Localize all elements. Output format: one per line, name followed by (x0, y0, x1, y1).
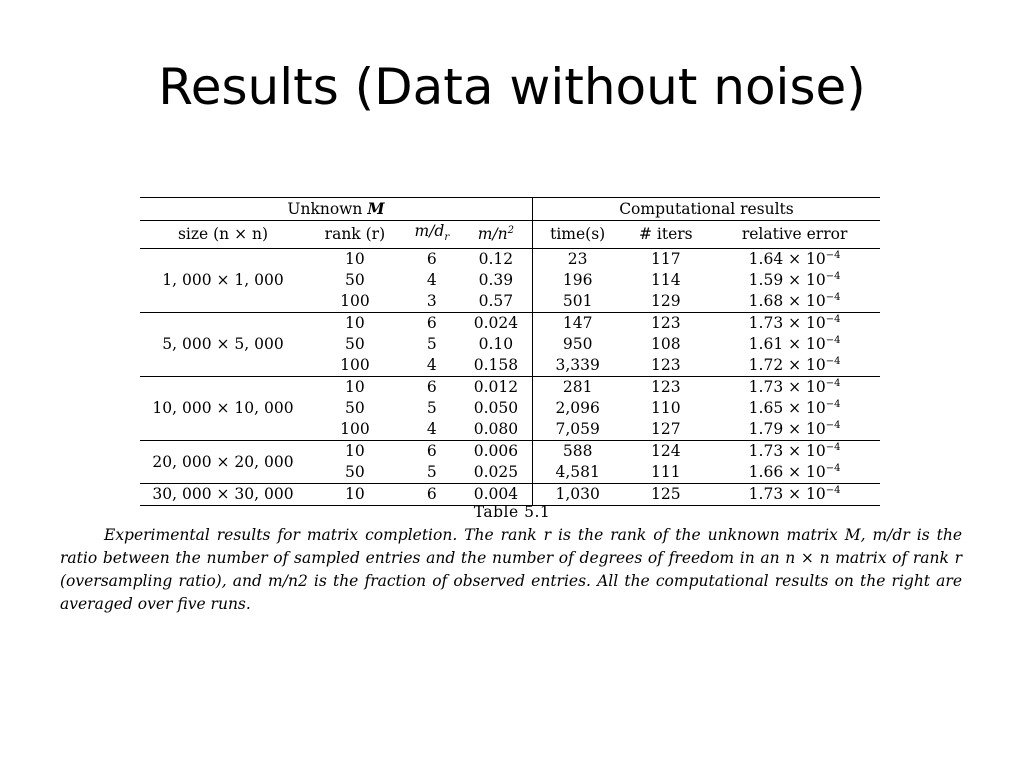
m-n2-cell: 0.024 (460, 313, 533, 335)
m-dr-cell: 6 (404, 313, 460, 335)
table-label: Table 5.1 (473, 503, 551, 521)
m-dr-cell: 5 (426, 463, 437, 482)
iters-cell: 110 (651, 399, 681, 418)
iters-cell: 123 (622, 377, 709, 399)
rel-error-exponent: −4 (825, 378, 841, 390)
rel-error-value: 1.73 × 10 (748, 314, 826, 333)
iters-cell: 123 (651, 356, 681, 375)
col-size-header: size (n × n) (140, 221, 306, 249)
time-cell: 588 (532, 441, 622, 463)
m-dr-cell: 6 (404, 484, 460, 506)
rank-cell: 50 (345, 271, 365, 290)
col-time-header: time(s) (532, 221, 622, 249)
computational-results-header: Computational results (532, 198, 880, 221)
m-n2-cell: 0.004 (460, 484, 533, 506)
rel-error-exponent: −4 (825, 356, 841, 368)
col-m-n2-header (460, 221, 533, 249)
iters-cell: 125 (622, 484, 709, 506)
col-rank-header: rank (r) (306, 221, 404, 249)
rel-error-value: 1.68 × 10 (748, 292, 826, 311)
rank-cell: 100 (340, 292, 370, 311)
time-cell: 2,096 (532, 398, 622, 419)
rel-error-cell (709, 334, 880, 355)
m-dr-text: m/d (414, 222, 445, 240)
rank-cell: 10 (306, 484, 404, 506)
table-row (140, 377, 880, 399)
m-dr-cell: 5 (426, 399, 437, 418)
rel-error-exponent: −4 (825, 463, 841, 475)
rank-cell: 10 (306, 313, 404, 335)
iters-cell: 123 (622, 313, 709, 335)
iters-cell: 127 (651, 420, 681, 439)
size-cell: 1, 000 × 1, 000 (140, 249, 306, 313)
iters-cell: 129 (651, 292, 681, 311)
rel-error-value: 1.59 × 10 (748, 271, 826, 290)
unknown-m-header (140, 198, 532, 221)
m-dr-cell: 3 (426, 292, 437, 311)
iters-cell: 114 (651, 271, 681, 290)
rel-error-cell (709, 291, 880, 313)
rel-error-cell (709, 313, 880, 335)
rank-cell: 100 (340, 420, 370, 439)
m-n2-cell: 0.12 (460, 249, 533, 271)
m-n2-cell: 0.012 (460, 377, 533, 399)
iters-cell: 124 (622, 441, 709, 463)
rel-error-exponent: −4 (825, 335, 841, 347)
col-rel-error-header: relative error (709, 221, 880, 249)
rel-error-value: 1.64 × 10 (748, 250, 826, 269)
table-row (140, 249, 880, 271)
rel-error-exponent: −4 (825, 292, 841, 304)
rel-error-cell (709, 377, 880, 399)
rank-cell: 10 (306, 377, 404, 399)
rank-cell: 50 (345, 399, 365, 418)
time-cell: 7,059 (532, 419, 622, 441)
time-cell: 501 (532, 291, 622, 313)
rel-error-exponent: −4 (825, 250, 841, 262)
time-cell: 3,339 (532, 355, 622, 377)
col-iters-header: # iters (622, 221, 709, 249)
rank-cell: 100 (340, 356, 370, 375)
rel-error-value: 1.61 × 10 (748, 335, 826, 354)
rel-error-cell (709, 355, 880, 377)
m-n2-cell: 0.158 (473, 356, 519, 375)
slide-title: Results (Data without noise) (158, 58, 866, 116)
time-cell: 196 (532, 270, 622, 291)
m-dr-sub: r (444, 232, 450, 244)
size-cell: 30, 000 × 30, 000 (140, 484, 306, 506)
group-header-row (140, 198, 880, 221)
rel-error-exponent: −4 (825, 442, 841, 454)
m-dr-cell: 4 (426, 271, 437, 290)
rank-cell: 50 (345, 463, 365, 482)
time-cell: 4,581 (532, 462, 622, 484)
rel-error-cell (709, 462, 880, 484)
rel-error-value: 1.72 × 10 (748, 356, 826, 375)
column-header-row (140, 221, 880, 249)
table-caption: Experimental results for matrix completion. The rank r is the rank of the unknown matrix M, m/dr is the ratio between the number of sampled entries and the number of degrees of freedom in an n × n matrix of rank r (oversampling ratio), and m/n2 is the fraction of observed entries. All the computational results on the right are averaged over five runs. (60, 526, 962, 613)
size-cell: 5, 000 × 5, 000 (140, 313, 306, 377)
rel-error-exponent: −4 (825, 420, 841, 432)
m-n2-cell: 0.39 (478, 271, 514, 290)
time-cell: 1,030 (532, 484, 622, 506)
m-n2-cell: 0.10 (478, 335, 514, 354)
m-n2-cell: 0.006 (460, 441, 533, 463)
rel-error-exponent: −4 (825, 314, 841, 326)
rel-error-value: 1.66 × 10 (748, 463, 826, 482)
rel-error-cell (709, 249, 880, 271)
rank-cell: 10 (306, 441, 404, 463)
rel-error-value: 1.73 × 10 (748, 485, 826, 504)
rel-error-cell (709, 270, 880, 291)
rank-cell: 10 (306, 249, 404, 271)
rel-error-cell (709, 398, 880, 419)
iters-cell: 117 (622, 249, 709, 271)
rel-error-cell (709, 441, 880, 463)
rel-error-value: 1.73 × 10 (748, 378, 826, 397)
m-n2-text: m/n (477, 225, 508, 244)
m-dr-cell: 6 (404, 377, 460, 399)
rel-error-exponent: −4 (825, 271, 841, 283)
m-dr-cell: 6 (404, 441, 460, 463)
table-row (140, 441, 880, 463)
rel-error-value: 1.73 × 10 (748, 442, 826, 461)
m-n2-cell: 0.025 (473, 463, 519, 482)
m-dr-cell: 6 (404, 249, 460, 271)
m-dr-cell: 4 (426, 420, 437, 439)
unknown-label: Unknown (287, 200, 363, 218)
unknown-symbol: M (367, 199, 385, 218)
size-cell: 10, 000 × 10, 000 (140, 377, 306, 441)
rank-cell: 50 (345, 335, 365, 354)
m-n2-cell: 0.050 (473, 399, 519, 418)
size-cell: 20, 000 × 20, 000 (140, 441, 306, 484)
rel-error-exponent: −4 (825, 399, 841, 411)
rel-error-value: 1.65 × 10 (748, 399, 826, 418)
table-body (140, 249, 880, 506)
col-m-dr-header (404, 221, 460, 249)
m-dr-cell: 4 (426, 356, 437, 375)
time-cell: 950 (532, 334, 622, 355)
results-table (140, 197, 880, 506)
m-dr-cell: 5 (426, 335, 437, 354)
rel-error-value: 1.79 × 10 (748, 420, 826, 439)
table-row (140, 313, 880, 335)
m-n2-sup: 2 (507, 225, 515, 237)
iters-cell: 108 (651, 335, 681, 354)
time-cell: 281 (532, 377, 622, 399)
rel-error-exponent: −4 (825, 485, 841, 497)
rel-error-cell (709, 419, 880, 441)
time-cell: 147 (532, 313, 622, 335)
m-n2-cell: 0.080 (473, 420, 519, 439)
iters-cell: 111 (651, 463, 681, 482)
time-cell: 23 (532, 249, 622, 271)
m-n2-cell: 0.57 (478, 292, 514, 311)
